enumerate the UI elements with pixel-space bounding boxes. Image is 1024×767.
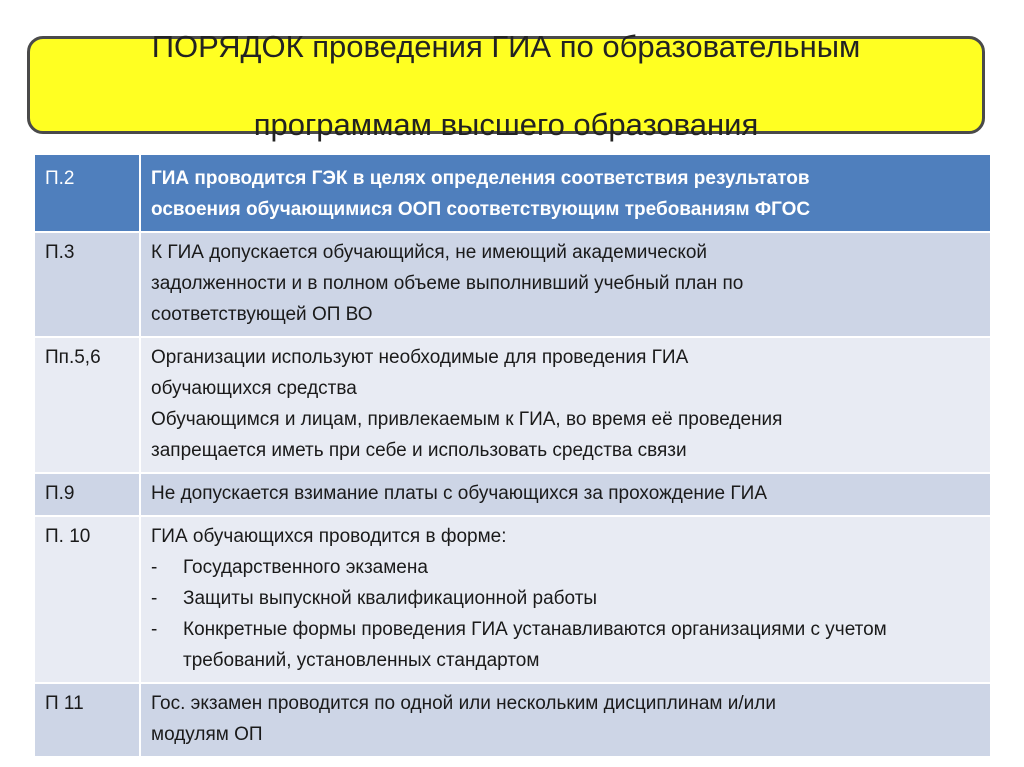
list-item bbox=[151, 583, 980, 614]
row-text bbox=[141, 155, 990, 233]
row-text-line: соответствующей ОП ВО bbox=[151, 304, 373, 325]
table-row bbox=[35, 155, 990, 233]
row-number: Пп.5,6 bbox=[35, 338, 141, 474]
row-text bbox=[141, 233, 990, 338]
table-row bbox=[35, 517, 990, 684]
rules-table bbox=[35, 155, 990, 758]
row-text-line: Гос. экзамен проводится по одной или нескольким дисциплинам и/или bbox=[151, 693, 776, 714]
table-row bbox=[35, 233, 990, 338]
list-item-text: Государственного экзамена bbox=[183, 557, 428, 578]
row-text bbox=[141, 474, 990, 517]
title-banner bbox=[27, 28, 985, 142]
row-text bbox=[141, 338, 990, 474]
list-item bbox=[151, 614, 980, 676]
row-text-line: К ГИА допускается обучающийся, не имеющий академической bbox=[151, 242, 708, 263]
row-number: П.2 bbox=[35, 155, 141, 233]
row-text-line: задолженности и в полном объеме выполнивший учебный план по bbox=[151, 273, 744, 294]
row-text-line: Не допускается взимание платы с обучающихся за прохождение ГИА bbox=[151, 483, 767, 504]
row-text-intro: ГИА обучающихся проводится в форме: bbox=[151, 526, 507, 547]
row-text-line: обучающихся средства bbox=[151, 378, 357, 399]
table-row bbox=[35, 338, 990, 474]
row-text-line: запрещается иметь при себе и использовать средства связи bbox=[151, 440, 687, 461]
dash-bullet: - bbox=[151, 619, 158, 640]
title-line-1: ПОРЯДОК проведения ГИА по образовательным bbox=[151, 28, 861, 64]
title-line-2: программам высшего образования bbox=[253, 106, 759, 142]
list-item bbox=[151, 552, 980, 583]
dash-bullet: - bbox=[151, 557, 158, 578]
row-number: П. 10 bbox=[35, 517, 141, 684]
row-text-line: модулям ОП bbox=[151, 724, 263, 745]
dash-bullet: - bbox=[151, 588, 158, 609]
row-number: П.9 bbox=[35, 474, 141, 517]
row-text-line: освоения обучающимися ООП соответствующим требованиям ФГОС bbox=[151, 199, 811, 220]
row-text-line: Обучающимся и лицам, привлекаемым к ГИА, во время её проведения bbox=[151, 409, 783, 430]
row-number: П 11 bbox=[35, 684, 141, 758]
row-text-line: Организации используют необходимые для проведения ГИА bbox=[151, 347, 689, 368]
table-row bbox=[35, 684, 990, 758]
row-text-line: ГИА проводится ГЭК в целях определения соответствия результатов bbox=[151, 168, 810, 189]
list-item-text: Защиты выпускной квалификационной работы bbox=[183, 588, 598, 609]
table-row bbox=[35, 474, 990, 517]
row-number: П.3 bbox=[35, 233, 141, 338]
row-text bbox=[141, 517, 990, 684]
row-text bbox=[141, 684, 990, 758]
list-item-text: Конкретные формы проведения ГИА устанавливаются организациями с учетом требований, установленных стандартом bbox=[183, 619, 887, 671]
